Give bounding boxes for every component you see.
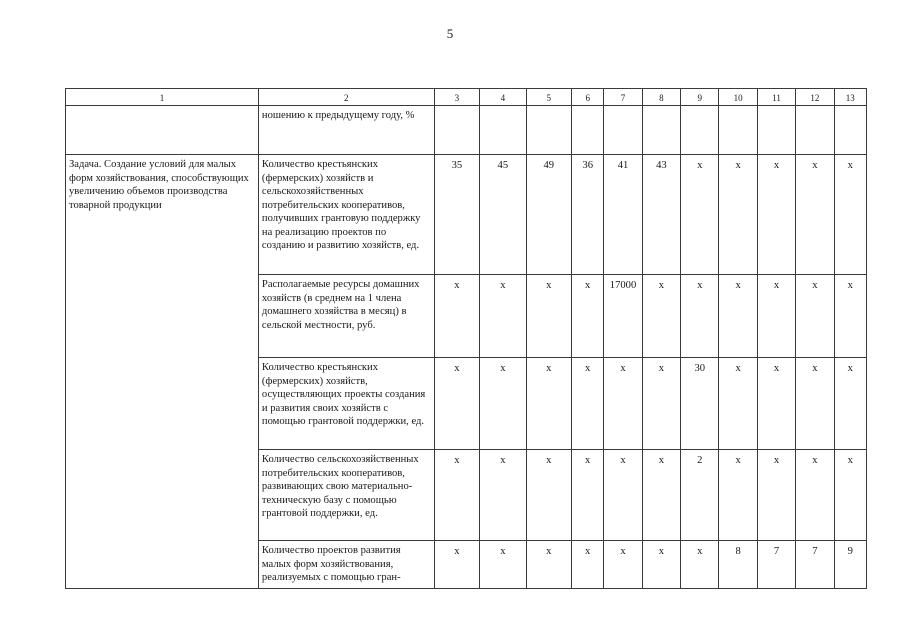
value-cell: х [572,541,604,589]
value-cell: 45 [480,155,526,275]
value-cell: х [757,275,795,358]
header-row [66,89,867,106]
value-cell: х [526,450,571,541]
value-cell: х [719,155,757,275]
value-cell [834,106,866,155]
value-cell: х [681,275,719,358]
value-cell: х [719,358,757,450]
value-cell: х [834,358,866,450]
header-col-12: 12 [796,89,834,106]
page-number: 5 [446,26,454,41]
value-cell: 36 [572,155,604,275]
value-cell: 8 [719,541,757,589]
value-cell: х [480,450,526,541]
value-cell: х [642,541,680,589]
header-col-8: 8 [642,89,680,106]
value-cell [480,106,526,155]
value-cell: х [526,541,571,589]
value-cell: х [604,541,642,589]
value-cell: х [480,541,526,589]
value-cell: х [642,275,680,358]
value-cell: х [834,450,866,541]
value-cell: 30 [681,358,719,450]
value-cell: х [572,450,604,541]
indicators-table [65,88,867,589]
value-cell: х [642,358,680,450]
indicator-cell: Количество сельскохозяйственных потребительских кооперативов, развивающих свою материально-техническую базу с помощью грантовой поддержки, ед. [258,450,434,541]
value-cell: х [434,450,479,541]
indicator-cell: Количество крестьянских (фермерских) хозяйств, осуществляющих проекты создания и развития своих хозяйств с помощью грантовой поддержки, ед. [258,358,434,450]
header-col-11: 11 [757,89,795,106]
value-cell: 35 [434,155,479,275]
header-col-2: 2 [258,89,434,106]
task-cell-empty [66,106,259,155]
value-cell: х [681,155,719,275]
value-cell [604,106,642,155]
value-cell: х [796,275,834,358]
value-cell: 43 [642,155,680,275]
value-cell: х [526,358,571,450]
value-cell: х [642,450,680,541]
value-cell [681,106,719,155]
value-cell: 41 [604,155,642,275]
header-col-6: 6 [572,89,604,106]
task-cell: Задача. Создание условий для малых форм хозяйствования, способствующих увеличению объемов производства товарной продукции [66,155,259,589]
indicator-cell: Количество проектов развития малых форм хозяйствования, реализуемых с помощью гран- [258,541,434,589]
value-cell [796,106,834,155]
header-col-5: 5 [526,89,571,106]
value-cell: х [796,155,834,275]
value-cell: х [757,358,795,450]
value-cell: х [604,358,642,450]
value-cell [719,106,757,155]
header-col-10: 10 [719,89,757,106]
value-cell: х [834,155,866,275]
value-cell: х [719,450,757,541]
value-cell: х [434,358,479,450]
table-row [66,155,867,275]
value-cell: х [526,275,571,358]
value-cell: х [757,155,795,275]
value-cell: 9 [834,541,866,589]
header-col-3: 3 [434,89,479,106]
header-col-13: 13 [834,89,866,106]
indicator-cell: Располагаемые ресурсы домашних хозяйств (в среднем на 1 члена домашнего хозяйства в месяц) в сельской местности, руб. [258,275,434,358]
value-cell: х [572,275,604,358]
value-cell: х [480,275,526,358]
value-cell: 7 [757,541,795,589]
value-cell: х [572,358,604,450]
value-cell: х [681,541,719,589]
header-col-7: 7 [604,89,642,106]
header-col-1: 1 [66,89,259,106]
indicator-cell: ношению к предыдущему году, % [258,106,434,155]
value-cell: 7 [796,541,834,589]
value-cell [642,106,680,155]
value-cell [757,106,795,155]
value-cell: х [757,450,795,541]
value-cell [572,106,604,155]
value-cell [434,106,479,155]
value-cell: х [796,358,834,450]
value-cell: х [434,541,479,589]
value-cell: 49 [526,155,571,275]
table-row [66,106,867,155]
value-cell [526,106,571,155]
value-cell: х [796,450,834,541]
value-cell: 17000 [604,275,642,358]
value-cell: х [834,275,866,358]
value-cell: 2 [681,450,719,541]
value-cell: х [719,275,757,358]
header-col-9: 9 [681,89,719,106]
header-col-4: 4 [480,89,526,106]
page-bottom-margin [60,606,880,640]
indicator-cell: Количество крестьянских (фермерских) хозяйств и сельскохозяйственных потребительских кооперативов, получивших грантовую поддержку на реализацию проектов по созданию и развитию хозяйств, ед. [258,155,434,275]
value-cell: х [604,450,642,541]
value-cell: х [480,358,526,450]
value-cell: х [434,275,479,358]
